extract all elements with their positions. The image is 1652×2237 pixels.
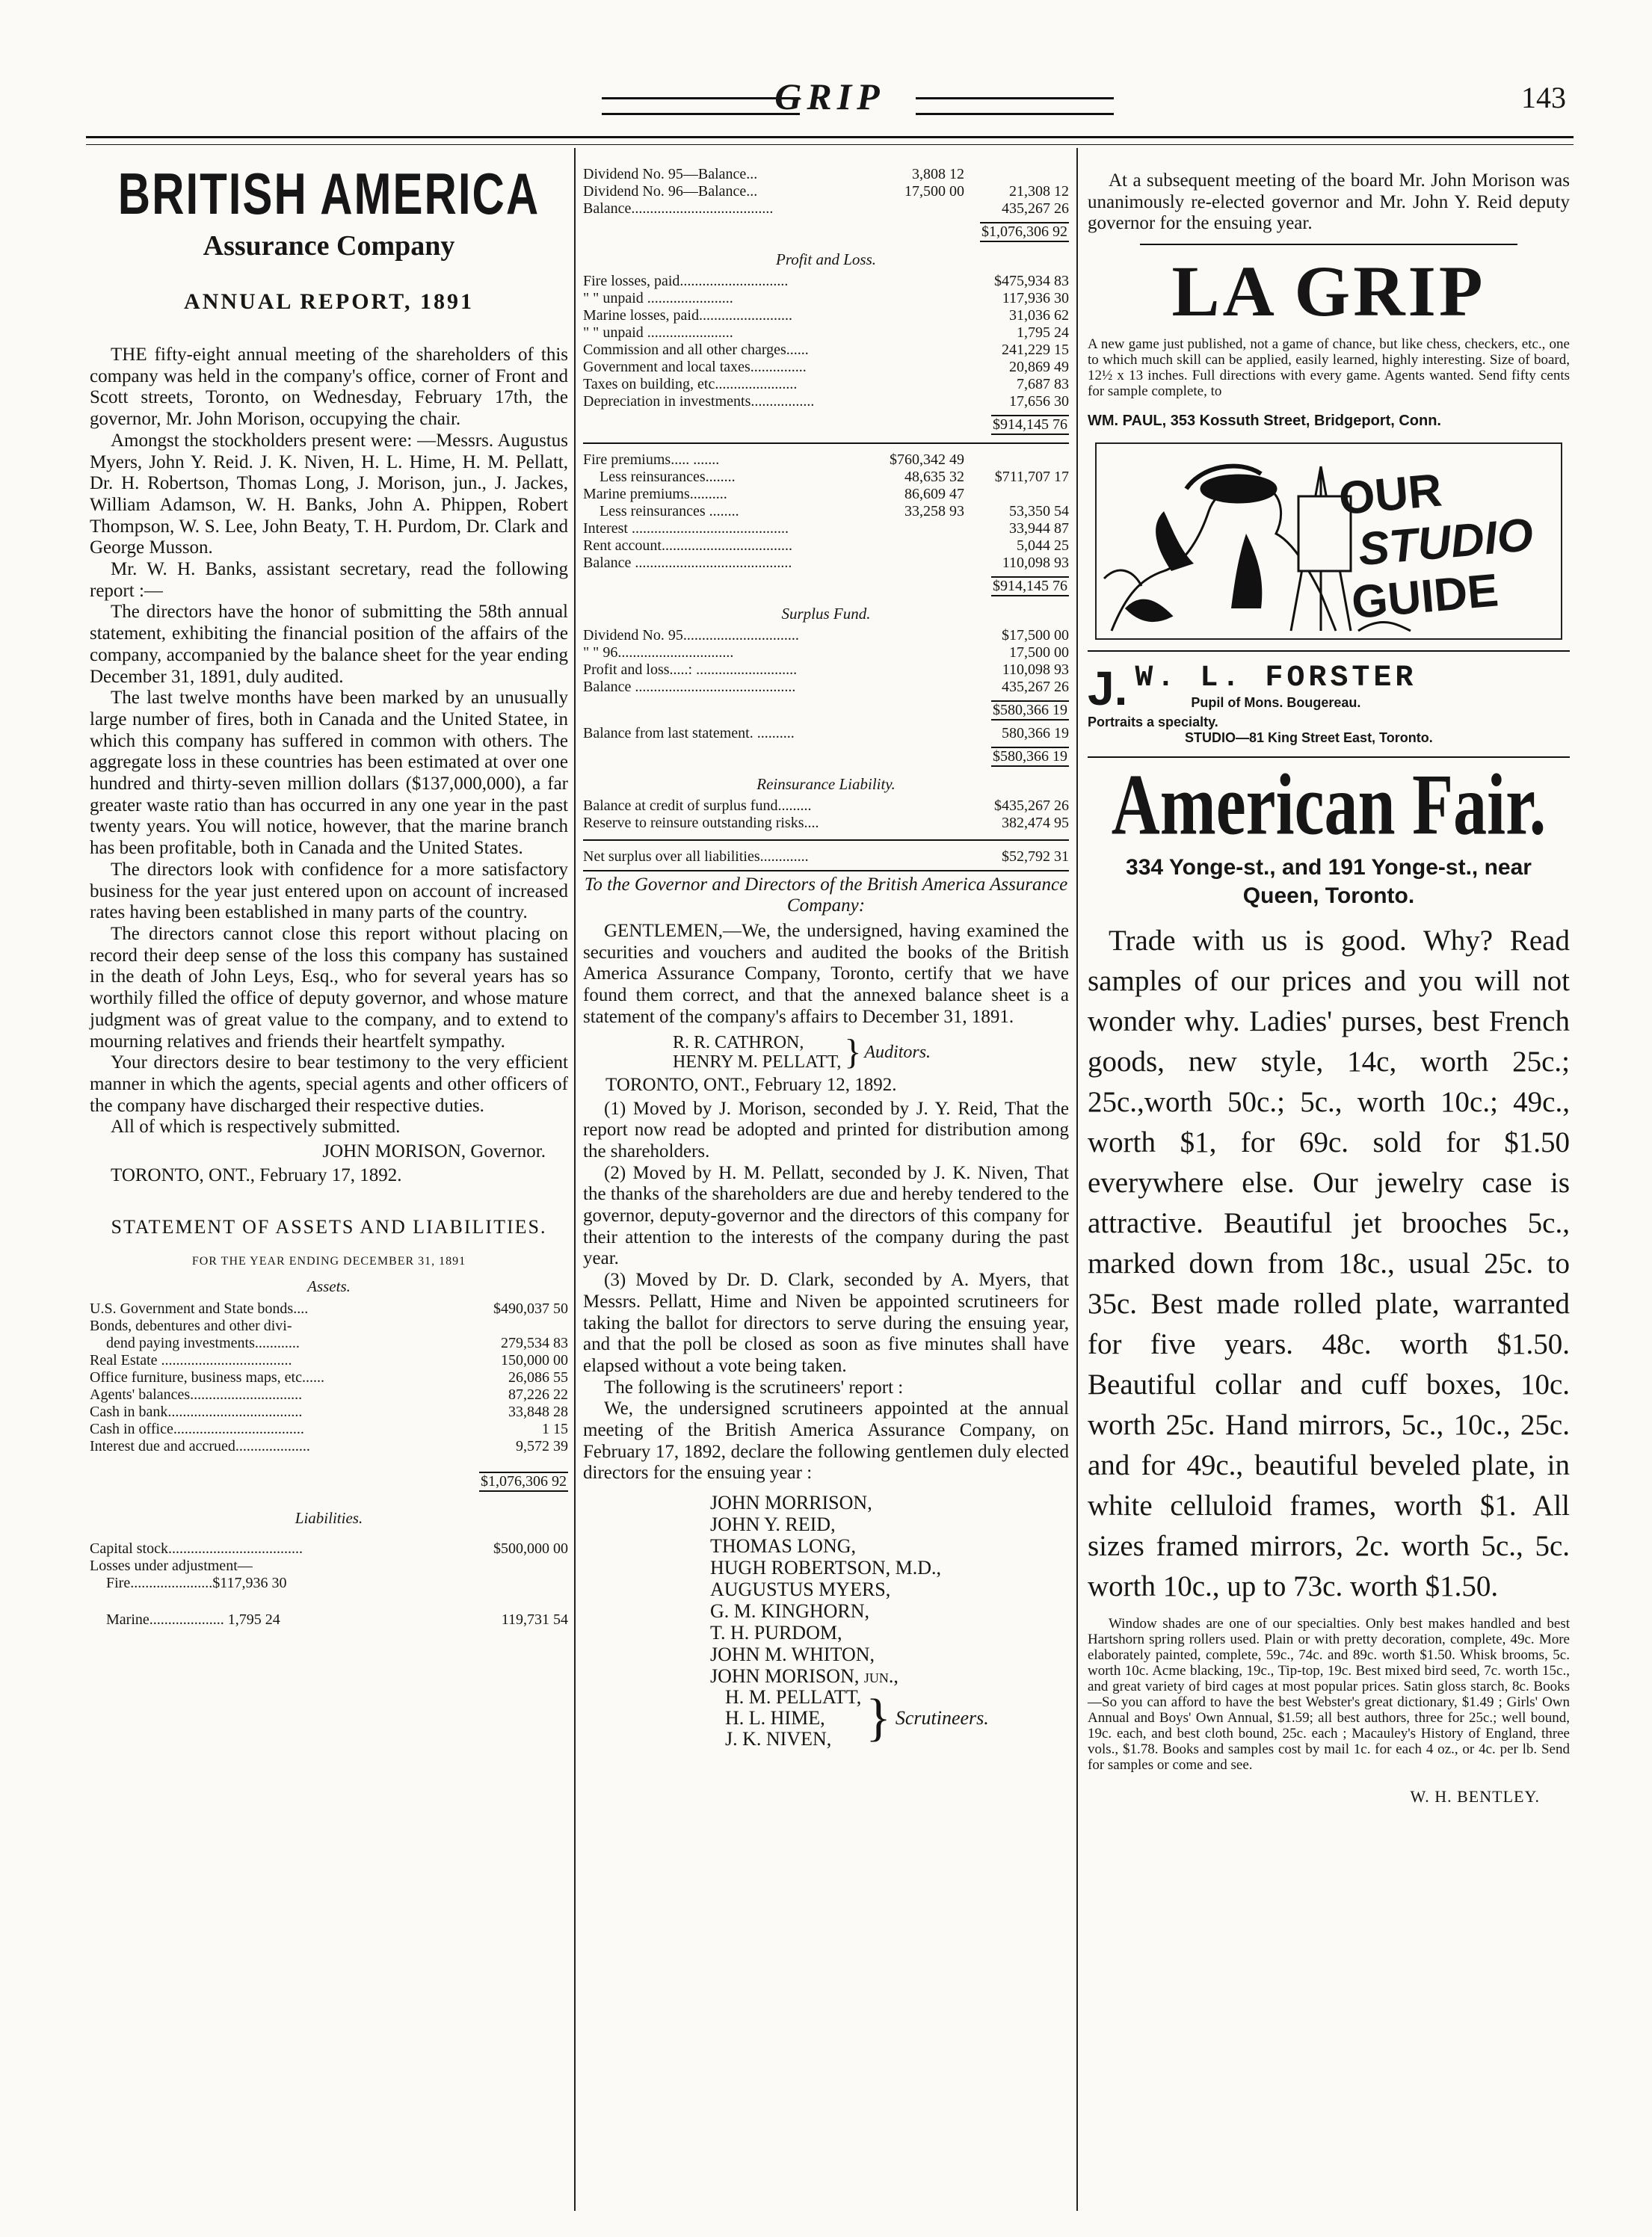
- header-double-rule: [86, 136, 1574, 145]
- american-fair-title: American Fair.: [1111, 757, 1547, 854]
- company-title: BRITISH AMERICA: [117, 161, 540, 226]
- ledger-label: Marine losses, paid.........................: [583, 307, 792, 324]
- ledger-sub-amount: 48,635 32: [904, 469, 964, 485]
- forster-ad: [1088, 662, 1570, 715]
- ledger-row: [583, 679, 1069, 696]
- divider: [1140, 244, 1517, 245]
- scrutineer-name: J. K. NIVEN,: [725, 1728, 832, 1750]
- ledger-amount: 17,656 30: [1009, 393, 1069, 410]
- ledger-label: " " unpaid .......................: [583, 290, 733, 306]
- ledger-row: [583, 537, 1069, 555]
- motion-paragraph: The following is the scrutineers' report :: [604, 1377, 904, 1398]
- forster-studio: STUDIO—81 King Street East, Toronto.: [1185, 730, 1433, 746]
- ledger-row: [90, 1438, 568, 1455]
- ledger-label: U.S. Government and State bonds....: [90, 1300, 309, 1318]
- page-number: 143: [1521, 81, 1566, 114]
- ledger-amount: $500,000 00: [493, 1540, 568, 1558]
- ledger-amount: 382,474 95: [1002, 815, 1069, 831]
- ledger-row: [90, 1352, 568, 1369]
- motion-paragraph: (1) Moved by J. Morison, seconded by J. Y. Reid, That the report now read be adopted and printed for distribution among the shareholders.: [583, 1098, 1069, 1161]
- ledger-row: [583, 359, 1069, 376]
- auditors-paragraph: GENTLEMEN,—We, the undersigned, having examined the securities and vouchers and audited the books of the British America Assurance Company, Toronto, certify that we have found them correct, and that the annexed balance sheet is a statement of the company's affairs to December 31, 1891.: [583, 921, 1069, 1027]
- ledger-row: [583, 815, 1069, 832]
- statement-title: STATEMENT OF ASSETS AND LIABILITIES.: [111, 1216, 547, 1238]
- studio-guide-ad: [1095, 442, 1562, 640]
- studio-guide-line: GUIDE: [1349, 564, 1501, 629]
- ledger-row: [583, 324, 1069, 342]
- ledger-row: [583, 200, 1069, 217]
- column-1: [90, 153, 568, 1629]
- ledger-row: [90, 1575, 568, 1592]
- scrutineer-name: H. M. PELLATT,: [725, 1686, 862, 1709]
- motion-paragraph: We, the undersigned scrutineers appointed at the annual meeting of the British America Assurance Company, on February 17, 1892, declare the following gentlemen duly elected directors for the ensuing year :: [583, 1398, 1069, 1484]
- forster-pupil: Pupil of Mons. Bougereau.: [1191, 695, 1361, 711]
- report-paragraph: The directors cannot close this report without placing on record their deep sense of the loss this company has sustained in the death of John Leys, Esq., who for several years has so worthily filled the office of deputy governor, and whose mature judgment was of great value to the company, and to extend to mourning relatives and friends their heartfelt sympathy.: [90, 923, 568, 1052]
- ledger-label: Net surplus over all liabilities.............: [583, 848, 809, 865]
- report-paragraph: Your directors desire to bear testimony to the very efficient manner in which the agents, special agents and other officers of the company have discharged their respective duties.: [90, 1052, 568, 1116]
- surplus-heading: Surplus Fund.: [781, 605, 871, 623]
- ledger-amount: 150,000 00: [501, 1352, 568, 1369]
- ledger-label: Commission and all other charges......: [583, 342, 809, 358]
- ledger-amount: 26,086 55: [508, 1369, 568, 1386]
- assets-heading: Assets.: [307, 1277, 351, 1296]
- ledger-total-row: [90, 1472, 568, 1492]
- ledger-label: Real Estate ...................................: [90, 1352, 292, 1369]
- director-name: HUGH ROBERTSON, M.D.,: [710, 1557, 942, 1579]
- ledger-row: [583, 627, 1069, 644]
- ledger-row: [583, 848, 1069, 866]
- surplus-total: $580,366 19: [991, 700, 1069, 721]
- ledger-label: Less reinsurances ........: [600, 503, 739, 519]
- report-paragraph: The directors look with confidence for a more satisfactory business for the year just entered upon on account of increased rates having been established in many parts of the country.: [90, 859, 568, 923]
- ledger-sub-amount: 17,500 00: [904, 183, 964, 200]
- ledger-row: [90, 1318, 568, 1335]
- director-name: JOHN Y. REID,: [710, 1514, 836, 1536]
- ledger-amount: $17,500 00: [1002, 627, 1069, 644]
- column-rule-2: [1076, 148, 1078, 2211]
- ledger-sub-amount: 33,258 93: [904, 503, 964, 519]
- ledger-label: Interest due and accrued....................: [90, 1438, 310, 1455]
- ledger-row: [583, 661, 1069, 679]
- ledger-label: Rent account...................................: [583, 537, 792, 554]
- ledger-amount: $52,792 31: [1002, 848, 1069, 865]
- auditors-block: [673, 1033, 1069, 1072]
- ledger-label: Balance ..........................................: [583, 555, 792, 571]
- masthead: [86, 71, 1574, 138]
- scrutineers-block: [725, 1687, 1069, 1750]
- brace-glyph: }: [866, 1689, 891, 1747]
- brace-glyph: }: [844, 1031, 862, 1072]
- auditor-name: HENRY M. PELLATT,: [673, 1052, 842, 1072]
- ledger-row: [90, 1300, 568, 1318]
- reinsurance-heading: Reinsurance Liability.: [756, 775, 896, 793]
- ledger-label: Fire......................$117,936 30: [106, 1575, 287, 1592]
- ledger-total-row: [583, 700, 1069, 721]
- ledger-row: [583, 290, 1069, 307]
- ledger-row: [583, 183, 1069, 200]
- ledger-sub-amount: 86,609 47: [904, 486, 964, 502]
- ledger-label: Balance from last statement. ..........: [583, 725, 795, 741]
- ledger-row: [583, 486, 1069, 503]
- assets-total: $1,076,306 92: [479, 1472, 568, 1492]
- american-fair-body: Trade with us is good. Why? Read samples of our prices and you will not wonder why. Ladies' purses, best French goods, new style, 14c, worth 25c.; 25c.,worth 50c.; 5c., worth 10c.; 49c., worth $1, for 69c. sold for $1.50 everywhere else. Our jewelry case is attractive. Beautiful jet brooches 5c., marked down from 18c., usual 25c. to 35c. Best made rolled plate, warranted for five years. 48c. worth $1.50. Beautiful collar and cuff boxes, 10c. worth 25c. Hand mirrors, 5c., 10c., 25c. and for 49c., beautiful beveled plate, in white celluloid frames, worth $1. All sizes framed mirrors, 2c. worth 5c., 5c. worth 10c., up to 73c. worth $1.50.: [1088, 925, 1570, 1603]
- ledger-row: [583, 555, 1069, 572]
- report-paragraph: THE fifty-eight annual meeting of the shareholders of this company was held in the company's office, corner of Front and Scott streets, Toronto, on Wednesday, February 17th, the governor, Mr. John Morison, occupying the chair.: [90, 345, 568, 430]
- ledger-label: Interest ..........................................: [583, 520, 789, 537]
- ledger-amount: 435,267 26: [1002, 679, 1069, 695]
- ledger-row: [583, 342, 1069, 359]
- ledger-row: [90, 1335, 568, 1352]
- ledger-row: [583, 503, 1069, 520]
- ledger-row: [583, 307, 1069, 324]
- scrutineer-names: [725, 1687, 861, 1750]
- director-name: AUGUSTUS MYERS,: [710, 1579, 891, 1601]
- ledger-amount: 9,572 39: [516, 1438, 568, 1455]
- ledger-row: [583, 644, 1069, 661]
- auditor-names: [673, 1033, 841, 1072]
- ledger-label: Cash in office...................................: [90, 1421, 304, 1438]
- auditors-address-heading: To the Governor and Directors of the British America Assurance Company:: [584, 874, 1068, 916]
- american-fair-signature: W. H. BENTLEY.: [1410, 1787, 1540, 1806]
- ledger-row: [583, 469, 1069, 486]
- ledger-amount: 87,226 22: [508, 1386, 568, 1404]
- ledger-amount: 279,534 83: [501, 1335, 568, 1352]
- ledger-amount: 21,308 12: [1009, 183, 1069, 200]
- ledger-amount: 5,044 25: [1017, 537, 1069, 554]
- column-rule-1: [574, 148, 576, 2211]
- ledger-amount: 1,795 24: [1017, 324, 1069, 341]
- forster-text: [1135, 662, 1417, 711]
- ledger-row: [583, 451, 1069, 469]
- ledger-label: Dividend No. 96—Balance...: [583, 183, 758, 200]
- forster-portraits: Portraits a specialty.: [1088, 715, 1218, 730]
- ledger-label: Government and local taxes...............: [583, 359, 807, 375]
- american-fair-small-text: Window shades are one of our specialties. Only best makes handled and best Hartshorn spring rollers used. Plain or with pretty decoration, complete, 49c. More elaborately painted, complete, 59c., 74c. and 89c. worth $1.50. Whisk brooms, 5c. worth 10c. Acme blacking, 19c., Tip-top, 19c. Best mixed bird seed, 7c. worth 15c., and great variety of bird cages at most popular prices. Satin gloss starch, 8c. Books—So you can afford to have the best Webster's great dictionary, $1.49 ; Girls' Own Annual and Boys' Own Annual, $1.59; all best authors, three for 25c.; well bound, 19c. each, and best cloth bound, 25c. each ; Macauley's History of England, three vols., $1.78. Books and samples cost by mail 1c. for each 4 oz., or 4c. per lb. Send for samples or come and see.: [1088, 1616, 1570, 1774]
- ledger-row: [90, 1592, 568, 1629]
- divider: [583, 870, 1069, 871]
- divider: [583, 839, 1069, 841]
- statement-subtitle: FOR THE YEAR ENDING DECEMBER 31, 1891: [191, 1255, 466, 1268]
- report-paragraph: The last twelve months have been marked by an unusually large number of fires, both in Canada and the United Statee, in which this company has suffered in common with others. The aggregate loss in these countries has been estimated at over one hundred and thirty-seven million dollars ($137,000,000), a far greater waste ratio than has occurred in any one year in the past twenty years. You will notice, however, that the marine branch has been profitable, both in Canada and the United States.: [90, 688, 568, 859]
- dividends-total: $1,076,306 92: [980, 222, 1069, 242]
- ledger-row: [90, 1404, 568, 1421]
- report-paragraph: Amongst the stockholders present were: —Messrs. Augustus Myers, John Y. Reid. J. K. Niven, H. L. Hime, H. M. Pellatt, Dr. H. Robertson, Thomas Long, J. Morison, jun., J. Jackes, William Adamson, W. H. Banks, John A. Phippen, Robert Thompson, W. S. Lee, John Beaty, T. H. Purdom, Dr. Clark and George Musson.: [90, 430, 568, 558]
- director-name: JOHN MORISON, jun.,: [710, 1665, 899, 1688]
- ledger-amount: 1 15: [542, 1421, 568, 1438]
- masthead-title: GRIP: [774, 75, 885, 117]
- lagrip-title: LA GRIP: [1171, 251, 1486, 332]
- liabilities-heading: Liabilities.: [295, 1509, 363, 1528]
- ledger-label: Dividend No. 95...............................: [583, 627, 799, 644]
- board-meeting-paragraph: At a subsequent meeting of the board Mr. John Morison was unanimously re-elected governor and Mr. John Y. Reid deputy governor for the ensuing year.: [1088, 170, 1570, 234]
- ledger-sub-amount: $760,342 49: [890, 451, 964, 468]
- american-fair-address: 334 Yonge-st., and 191 Yonge-st., near Queen, Toronto.: [1126, 855, 1532, 909]
- ledger-amount: $711,707 17: [994, 469, 1069, 485]
- ledger-row: [583, 520, 1069, 537]
- ledger-row: [90, 1558, 568, 1575]
- report-paragraph: Mr. W. H. Banks, assistant secretary, read the following report :—: [90, 559, 568, 601]
- masthead-rule-right: [916, 97, 1114, 115]
- ledger-row: [90, 1386, 568, 1404]
- ledger-label: Taxes on building, etc......................: [583, 376, 798, 392]
- auditors-dateline: TORONTO, ONT., February 12, 1892.: [605, 1074, 897, 1095]
- ledger-label: Marine premiums..........: [583, 486, 727, 502]
- ledger-label: Reserve to reinsure outstanding risks....: [583, 815, 819, 831]
- ledger-row: [90, 1369, 568, 1386]
- report-paragraph: The directors have the honor of submitting the 58th annual statement, exhibiting the financial position of the affairs of the company, accompanied by the balance sheet for the year ending December 31, 1891, duly audited.: [90, 602, 568, 687]
- ledger-label: Depreciation in investments.................: [583, 393, 815, 410]
- ledger-amount: $475,934 83: [994, 273, 1069, 289]
- ledger-amount: 241,229 15: [1002, 342, 1069, 358]
- ledger-label: Balance ...........................................: [583, 679, 796, 695]
- director-name: T. H. PURDOM,: [710, 1622, 842, 1644]
- ledger-label: Balance at credit of surplus fund.........: [583, 797, 812, 814]
- divider: [1088, 650, 1570, 652]
- studio-guide-line: STUDIO: [1356, 509, 1535, 576]
- ledger-label: Fire losses, paid.............................: [583, 273, 789, 289]
- director-name: JOHN MORRISON,: [710, 1492, 872, 1514]
- ledger-label: " " unpaid .......................: [583, 324, 733, 341]
- ledger-label: Bonds, debentures and other divi-: [90, 1318, 292, 1335]
- lagrip-text: A new game just published, not a game of chance, but like chess, checkers, etc., one to which much skill can be applied, easily learned, highly interesting. Size of board, 12½ x 13 inches. Full directions with every game. Agents wanted. Send fifty cents for sample complete, to: [1088, 336, 1570, 400]
- studio-guide-logo: [1337, 457, 1540, 629]
- scrutineers-label: Scrutineers.: [895, 1707, 989, 1730]
- premium-total: $914,145 76: [991, 576, 1069, 596]
- ledger-amount: $435,267 26: [994, 797, 1069, 814]
- director-name: THOMAS LONG,: [710, 1535, 856, 1558]
- report-dateline: TORONTO, ONT., February 17, 1892.: [111, 1165, 402, 1186]
- company-subtitle: Assurance Company: [203, 230, 455, 262]
- director-name: JOHN M. WHITON,: [710, 1644, 875, 1666]
- column-2: [583, 166, 1069, 1750]
- column-3: [1088, 170, 1570, 1806]
- ledger-total-row: [583, 222, 1069, 242]
- motion-paragraph: (3) Moved by Dr. D. Clark, seconded by A. Myers, that Messrs. Pellatt, Hime and Niven be appointed scrutineers for taking the ballot for directors to serve during the ensuing year, and that the poll be closed as soon as five minutes shall have elapsed without a vote being taken.: [583, 1270, 1069, 1376]
- director-name: G. M. KINGHORN,: [710, 1600, 870, 1623]
- ledger-total-row: [583, 747, 1069, 767]
- ledger-label: Marine.................... 1,795 24: [106, 1611, 280, 1629]
- ledger-amount: 117,936 30: [1002, 290, 1069, 306]
- ledger-row: [90, 1421, 568, 1438]
- ledger-label: Cash in bank....................................: [90, 1404, 303, 1421]
- auditors-label: Auditors.: [864, 1042, 931, 1062]
- ledger-amount: 7,687 83: [1017, 376, 1069, 392]
- profit-loss-heading: Profit and Loss.: [776, 250, 876, 268]
- ledger-amount: 435,267 26: [1002, 200, 1069, 217]
- motion-paragraph: (2) Moved by H. M. Pellatt, seconded by J. K. Niven, That the thanks of the shareholders are due and hereby tendered to the governor, deputy-governor and the directors of this company for their attention to the interests of the company during the past year.: [583, 1162, 1069, 1269]
- ledger-row: [583, 725, 1069, 742]
- ledger-label: Office furniture, business maps, etc......: [90, 1369, 324, 1386]
- ledger-row: [583, 393, 1069, 410]
- directors-list: [710, 1492, 1069, 1687]
- dividends-table: [583, 166, 1069, 871]
- scrutineer-name: H. L. HIME,: [725, 1707, 825, 1730]
- ledger-amount: 119,731 54: [501, 1611, 568, 1629]
- profit-loss-total: $914,145 76: [991, 415, 1069, 435]
- governor-signature: JOHN MORISON, Governor.: [322, 1141, 546, 1162]
- surplus-final: $580,366 19: [991, 747, 1069, 767]
- studio-guide-line: OUR: [1337, 464, 1444, 525]
- lagrip-contact: WM. PAUL, 353 Kossuth Street, Bridgeport, Conn.: [1088, 413, 1441, 430]
- ledger-amount: 110,098 93: [1002, 661, 1069, 678]
- ledger-row: [583, 376, 1069, 393]
- ledger-amount: 110,098 93: [1002, 555, 1069, 571]
- ledger-label: Less reinsurances........: [600, 469, 736, 485]
- ledger-amount: 580,366 19: [1002, 725, 1069, 741]
- auditor-name: R. R. CATHRON,: [673, 1032, 804, 1052]
- ledger-row: [583, 797, 1069, 815]
- report-paragraph: All of which is respectively submitted.: [111, 1117, 401, 1138]
- ledger-total-row: [583, 576, 1069, 596]
- ledger-row: [583, 166, 1069, 183]
- forster-name: W. L. FORSTER: [1135, 661, 1417, 696]
- divider: [583, 442, 1069, 444]
- ledger-total-row: [583, 415, 1069, 435]
- ledger-label: Capital stock....................................: [90, 1540, 303, 1558]
- ledger-label: Losses under adjustment—: [90, 1558, 253, 1575]
- report-title: ANNUAL REPORT, 1891: [184, 289, 474, 314]
- ledger-label: Fire premiums..... .......: [583, 451, 720, 468]
- ledger-amount: 33,848 28: [508, 1404, 568, 1421]
- ledger-label: Agents' balances..............................: [90, 1386, 303, 1404]
- ledger-label: dend paying investments............: [106, 1335, 300, 1352]
- ledger-amount: 20,869 49: [1009, 359, 1069, 375]
- ledger-amount: $490,037 50: [493, 1300, 568, 1318]
- assets-table: [90, 1300, 568, 1629]
- ledger-row: [583, 273, 1069, 290]
- ledger-amount: 33,944 87: [1009, 520, 1069, 537]
- ledger-label: Profit and loss.....: ...........................: [583, 661, 798, 678]
- ledger-label: Balance......................................: [583, 200, 774, 217]
- ledger-amount: 31,036 62: [1009, 307, 1069, 324]
- ledger-label: Dividend No. 95—Balance...: [583, 166, 758, 182]
- ledger-sub-amount: 3,808 12: [912, 166, 964, 182]
- ledger-row: [90, 1540, 568, 1558]
- forster-initial: J.: [1088, 661, 1128, 716]
- ledger-label: " " 96...............................: [583, 644, 734, 661]
- ledger-amount: 53,350 54: [1009, 503, 1069, 519]
- ledger-amount: 17,500 00: [1009, 644, 1069, 661]
